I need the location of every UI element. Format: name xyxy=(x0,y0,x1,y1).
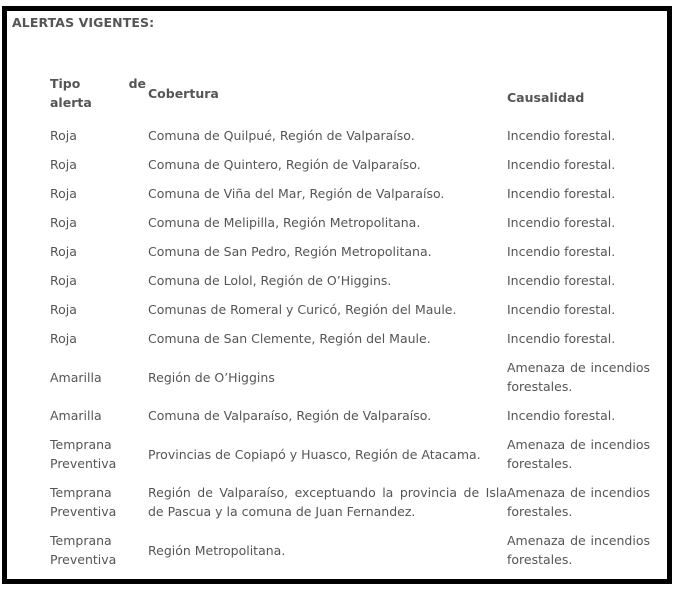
cell-tipo: Amarilla xyxy=(50,369,102,385)
cell-tipo: Roja xyxy=(50,157,77,172)
cell-tipo: Roja xyxy=(50,273,77,288)
cell-cobertura: Región Metropolitana. xyxy=(148,542,286,558)
table-row xyxy=(50,150,650,179)
cell-cobertura: Comuna de San Clemente, Región del Maule. xyxy=(148,331,431,346)
cell-cobertura: Comuna de Lolol, Región de O’Higgins. xyxy=(148,273,392,288)
cell-causalidad: Incendio forestal. xyxy=(507,244,616,259)
header-tipo-alerta: Tipo de alerta xyxy=(50,76,146,110)
table-row xyxy=(50,353,650,401)
table-row xyxy=(50,237,650,266)
cell-tipo: Temprana Preventiva xyxy=(50,437,117,471)
cell-tipo: Roja xyxy=(50,186,77,201)
cell-causalidad: Incendio forestal. xyxy=(507,302,616,317)
cell-cobertura: Región de O’Higgins xyxy=(148,369,275,385)
cell-cobertura: Provincias de Copiapó y Huasco, Región de Atacama. xyxy=(148,446,481,462)
cell-tipo: Roja xyxy=(50,244,77,259)
cell-causalidad: Incendio forestal. xyxy=(507,128,616,143)
cell-tipo: Roja xyxy=(50,128,77,143)
table-header-row xyxy=(50,65,650,121)
cell-causalidad: Incendio forestal. xyxy=(507,408,616,423)
cell-causalidad: Amenaza de incendios forestales. xyxy=(507,360,650,394)
cell-tipo: Roja xyxy=(50,331,77,346)
table-row xyxy=(50,401,650,430)
cell-causalidad: Incendio forestal. xyxy=(507,186,616,201)
table-row xyxy=(50,121,650,150)
cell-tipo: Temprana Preventiva xyxy=(50,485,117,519)
cell-causalidad: Incendio forestal. xyxy=(507,157,616,172)
cell-causalidad: Amenaza de incendios forestales. xyxy=(507,533,650,567)
panel-title: ALERTAS VIGENTES: xyxy=(12,15,155,30)
cell-cobertura: Comuna de Quilpué, Región de Valparaíso. xyxy=(148,128,415,143)
cell-causalidad: Amenaza de incendios forestales. xyxy=(507,485,650,519)
cell-causalidad: Incendio forestal. xyxy=(507,273,616,288)
cell-causalidad: Amenaza de incendios forestales. xyxy=(507,437,650,471)
cell-cobertura: Comunas de Romeral y Curicó, Región del Maule. xyxy=(148,302,457,317)
table-row xyxy=(50,208,650,237)
header-cobertura: Cobertura xyxy=(148,85,219,101)
cell-tipo: Temprana Preventiva xyxy=(50,533,117,567)
table-row xyxy=(50,266,650,295)
table-row xyxy=(50,478,650,526)
table-row xyxy=(50,430,650,478)
cell-cobertura: Comuna de Quintero, Región de Valparaíso. xyxy=(148,157,421,172)
alerts-panel xyxy=(2,6,672,584)
cell-causalidad: Incendio forestal. xyxy=(507,215,616,230)
alerts-table xyxy=(50,65,650,574)
cell-cobertura: Comuna de Melipilla, Región Metropolitana. xyxy=(148,215,421,230)
table-row xyxy=(50,179,650,208)
cell-cobertura: Región de Valparaíso, exceptuando la provincia de Isla de Pascua y la comuna de Juan Fernandez. xyxy=(148,485,507,519)
header-causalidad: Causalidad xyxy=(507,89,585,105)
table-row xyxy=(50,324,650,353)
table-row xyxy=(50,295,650,324)
cell-cobertura: Comuna de San Pedro, Región Metropolitana. xyxy=(148,244,432,259)
cell-causalidad: Incendio forestal. xyxy=(507,331,616,346)
cell-tipo: Roja xyxy=(50,302,77,317)
cell-tipo: Amarilla xyxy=(50,408,102,423)
cell-tipo: Roja xyxy=(50,215,77,230)
cell-cobertura: Comuna de Viña del Mar, Región de Valparaíso. xyxy=(148,186,445,201)
table-row xyxy=(50,526,650,574)
cell-cobertura: Comuna de Valparaíso, Región de Valparaíso. xyxy=(148,408,432,423)
